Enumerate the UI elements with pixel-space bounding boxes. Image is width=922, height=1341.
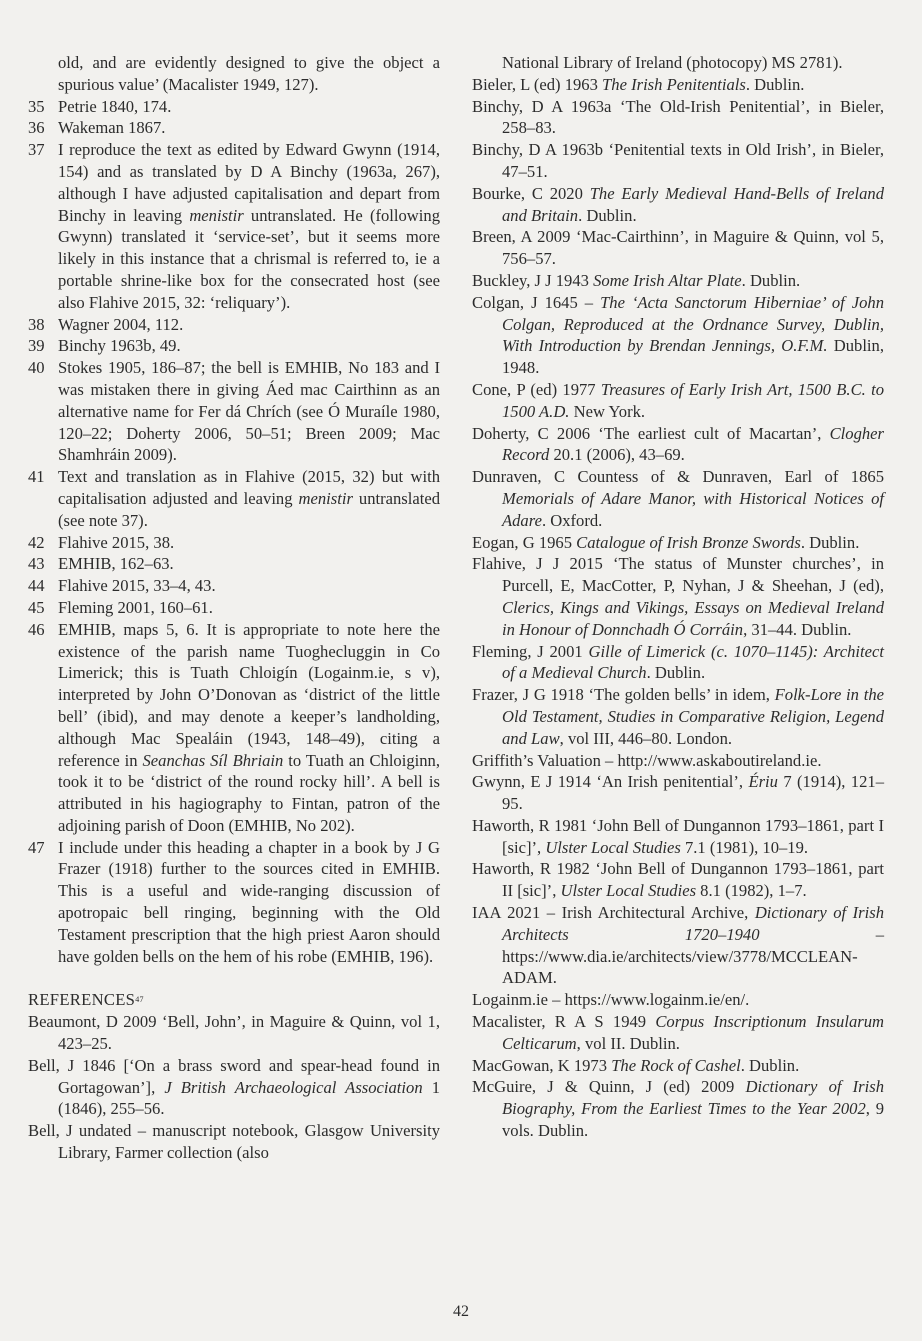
endnote bbox=[28, 139, 440, 313]
reference-entry: Binchy, D A 1963b ‘Penitential texts in Old Irish’, in Bieler, 47–51. bbox=[472, 140, 884, 181]
reference-entry: Bieler, L (ed) 1963 The Irish Penitentials. Dublin. bbox=[472, 74, 805, 94]
reference-entry: Gwynn, E J 1914 ‘An Irish penitential’, Ériu 7 (1914), 121–95. bbox=[472, 772, 884, 814]
endnote-text: I reproduce the text as edited by Edward Gwynn (1914, 154) and as translated by D A Binchy (1963a, 267), although I have adjusted capitalisation and depart from Binchy in leaving menistir untranslated. He (following Gwynn) translated it ‘service-set’, but it seems more likely in this instance that a chrismal is referred to, ie a portable shrine-like box for the consecrated host (see also Flahive 2015, 32: ‘reliquary’). bbox=[58, 140, 440, 312]
endnote-text: Flahive 2015, 33–4, 43. bbox=[58, 576, 216, 596]
endnote-text: EMHIB, maps 5, 6. It is appropriate to note here the existence of the parish name Tuoghecluggin in Co Limerick; this is Tuath Chloigín (Logainm.ie, s v), interpreted by John O’Donovan as ‘district of the little bell’ (ibid), and may denote a keeper’s landholding, although Mac Spealáin (1943, 148–49), citing a reference in Seanchas Síl Bhriain to Tuath an Chloiginn, took it to be ‘district of the round rocky hill’. A bell is attributed in his hagiography to Fintan, patron of the adjoining parish of Doon (EMHIB, No 202). bbox=[58, 619, 440, 835]
reference-entry: Colgan, J 1645 – The ‘Acta Sanctorum Hiberniae’ of John Colgan, Reproduced at the Ordnance Survey, Dublin, With Introduction by Brendan Jennings, O.F.M. Dublin, 1948. bbox=[472, 292, 884, 378]
endnote bbox=[28, 837, 440, 968]
endnote-text: EMHIB, 162–63. bbox=[58, 554, 174, 574]
endnote-text: Wakeman 1867. bbox=[58, 118, 166, 138]
endnotes-list bbox=[28, 52, 440, 967]
endnote-number: 38 bbox=[28, 314, 45, 334]
reference-entry: Haworth, R 1981 ‘John Bell of Dungannon 1793–1861, part I [sic]’, Ulster Local Studies 7.1 (1981), 10–19. bbox=[472, 815, 884, 857]
reference-entry: Binchy, D A 1963a ‘The Old-Irish Penitential’, in Bieler, 258–83. bbox=[472, 96, 884, 138]
endnote-number: 44 bbox=[28, 576, 45, 596]
endnote-text: Stokes 1905, 186–87; the bell is EMHIB, No 183 and I was mistaken there in giving Áed mac Cairthinn as an alternative name for Fer dá Chrích (see Ó Muraíle 1980, 120–22; Doherty 2006, 50–51; Breen 2009; Mac Shamhráin 2009). bbox=[58, 358, 440, 465]
endnote bbox=[28, 117, 440, 139]
reference-entry: Haworth, R 1982 ‘John Bell of Dungannon 1793–1861, part II [sic]’, Ulster Local Studies 8.1 (1982), 1–7. bbox=[472, 859, 884, 901]
endnote-number: 37 bbox=[28, 140, 45, 160]
endnote bbox=[28, 357, 440, 466]
endnote-text: old, and are evidently designed to give the object a spurious value’ (Macalister 1949, 127). bbox=[58, 53, 440, 94]
reference-entry: Eogan, G 1965 Catalogue of Irish Bronze Swords. Dublin. bbox=[472, 532, 860, 552]
reference-entry: Bourke, C 2020 The Early Medieval Hand-Bells of Ireland and Britain. Dublin. bbox=[472, 183, 884, 225]
endnote-number: 41 bbox=[28, 467, 45, 487]
endnote-number: 39 bbox=[28, 336, 45, 356]
endnote bbox=[28, 466, 440, 531]
reference-entry: Flahive, J J 2015 ‘The status of Munster churches’, in Purcell, E, MacCotter, P, Nyhan, J & Sheehan, J (ed), Clerics, Kings and Vikings, Essays on Medieval Ireland in Honour of Donnchadh Ó Corráin, 31–44. Dublin. bbox=[472, 554, 884, 639]
reference-entry: Beaumont, D 2009 ‘Bell, John’, in Maguire & Quinn, vol 1, 423–25. bbox=[28, 1012, 440, 1054]
reference-entry: Buckley, J J 1943 Some Irish Altar Plate. Dublin. bbox=[472, 270, 801, 290]
endnote-number: 45 bbox=[28, 597, 45, 617]
reference-entry: Cone, P (ed) 1977 Treasures of Early Irish Art, 1500 B.C. to 1500 A.D. New York. bbox=[472, 379, 884, 421]
endnote bbox=[28, 619, 440, 837]
endnote-number: 35 bbox=[28, 96, 45, 116]
reference-entry: Bell, J 1846 [‘On a brass sword and spear-head found in Gortagowan’], J British Archaeological Association 1 (1846), 255–56. bbox=[28, 1055, 441, 1119]
endnote bbox=[28, 335, 440, 357]
reference-entry: National Library of Ireland (photocopy) MS 2781). bbox=[502, 53, 843, 72]
references-list-left bbox=[28, 1011, 440, 1164]
reference-entry: Logainm.ie – https://www.logainm.ie/en/. bbox=[472, 990, 750, 1010]
endnote bbox=[28, 96, 440, 118]
endnote-number: 43 bbox=[28, 554, 45, 574]
endnote bbox=[28, 314, 440, 336]
endnote-number: 40 bbox=[28, 358, 45, 378]
reference-entry: Doherty, C 2006 ‘The earliest cult of Macartan’, Clogher Record 20.1 (2006), 43–69. bbox=[472, 423, 884, 465]
endnote bbox=[28, 597, 440, 619]
endnote bbox=[28, 575, 440, 597]
references-list-right bbox=[472, 52, 884, 1142]
endnote bbox=[28, 532, 440, 554]
page-number: 42 bbox=[453, 1303, 469, 1320]
reference-entry: McGuire, J & Quinn, J (ed) 2009 Dictionary of Irish Biography, From the Earliest Times to the Year 2002, 9 vols. Dublin. bbox=[472, 1077, 885, 1141]
endnote-number: 42 bbox=[28, 532, 45, 552]
reference-entry: Macalister, R A S 1949 Corpus Inscriptionum Insularum Celticarum, vol II. Dublin. bbox=[472, 1012, 884, 1053]
reference-entry: Frazer, J G 1918 ‘The golden bells’ in idem, Folk-Lore in the Old Testament, Studies in Comparative Religion, Legend and Law, vol III, 446–80. London. bbox=[472, 685, 884, 748]
reference-entry: Bell, J undated – manuscript notebook, Glasgow University Library, Farmer collection (also bbox=[28, 1121, 440, 1163]
endnote-number: 36 bbox=[28, 118, 45, 138]
endnote-text: Flahive 2015, 38. bbox=[58, 532, 175, 552]
reference-entry: Dunraven, C Countess of & Dunraven, Earl of 1865 Memorials of Adare Manor, with Historical Notices of Adare. Oxford. bbox=[472, 467, 884, 530]
reference-entry: Griffith’s Valuation – http://www.askaboutireland.ie. bbox=[472, 750, 822, 770]
reference-entry: MacGowan, K 1973 The Rock of Cashel. Dublin. bbox=[472, 1055, 800, 1075]
endnote-text: I include under this heading a chapter in a book by J G Frazer (1918) further to the sources cited in EMHIB. This is a useful and wide-ranging discussion of apotropaic bell ringing, beginning with the Old Testament prescription that the high priest Aaron should have golden bells on the hem of his robe (EMHIB, 196). bbox=[58, 837, 440, 966]
endnote-text: Binchy 1963b, 49. bbox=[58, 336, 181, 356]
endnote-text: Text and translation as in Flahive (2015, 32) but with capitalisation adjusted and leaving menistir untranslated (see note 37). bbox=[58, 467, 441, 530]
endnote-text: Fleming 2001, 160–61. bbox=[58, 597, 213, 617]
endnote-number: 47 bbox=[28, 837, 45, 857]
reference-entry: Fleming, J 2001 Gille of Limerick (c. 1070–1145): Architect of a Medieval Church. Dublin. bbox=[472, 641, 884, 683]
endnote-text: Petrie 1840, 174. bbox=[58, 96, 172, 116]
right-column bbox=[472, 52, 884, 1142]
endnote bbox=[28, 553, 440, 575]
left-column bbox=[28, 52, 440, 1164]
endnote-number: 46 bbox=[28, 619, 45, 639]
endnote-text: Wagner 2004, 112. bbox=[58, 314, 184, 334]
reference-entry: Breen, A 2009 ‘Mac-Cairthinn’, in Maguire & Quinn, vol 5, 756–57. bbox=[472, 227, 884, 269]
references-heading: REFERENCES$^{47}$ bbox=[28, 990, 144, 1010]
endnote bbox=[28, 52, 440, 96]
reference-entry: IAA 2021 – Irish Architectural Archive, Dictionary of Irish Architects 1720–1940 – https://www.dia.ie/architects/view/3778/MCCLEAN-ADAM. bbox=[472, 903, 884, 988]
references-footnote-marker: 47 bbox=[135, 995, 144, 1005]
